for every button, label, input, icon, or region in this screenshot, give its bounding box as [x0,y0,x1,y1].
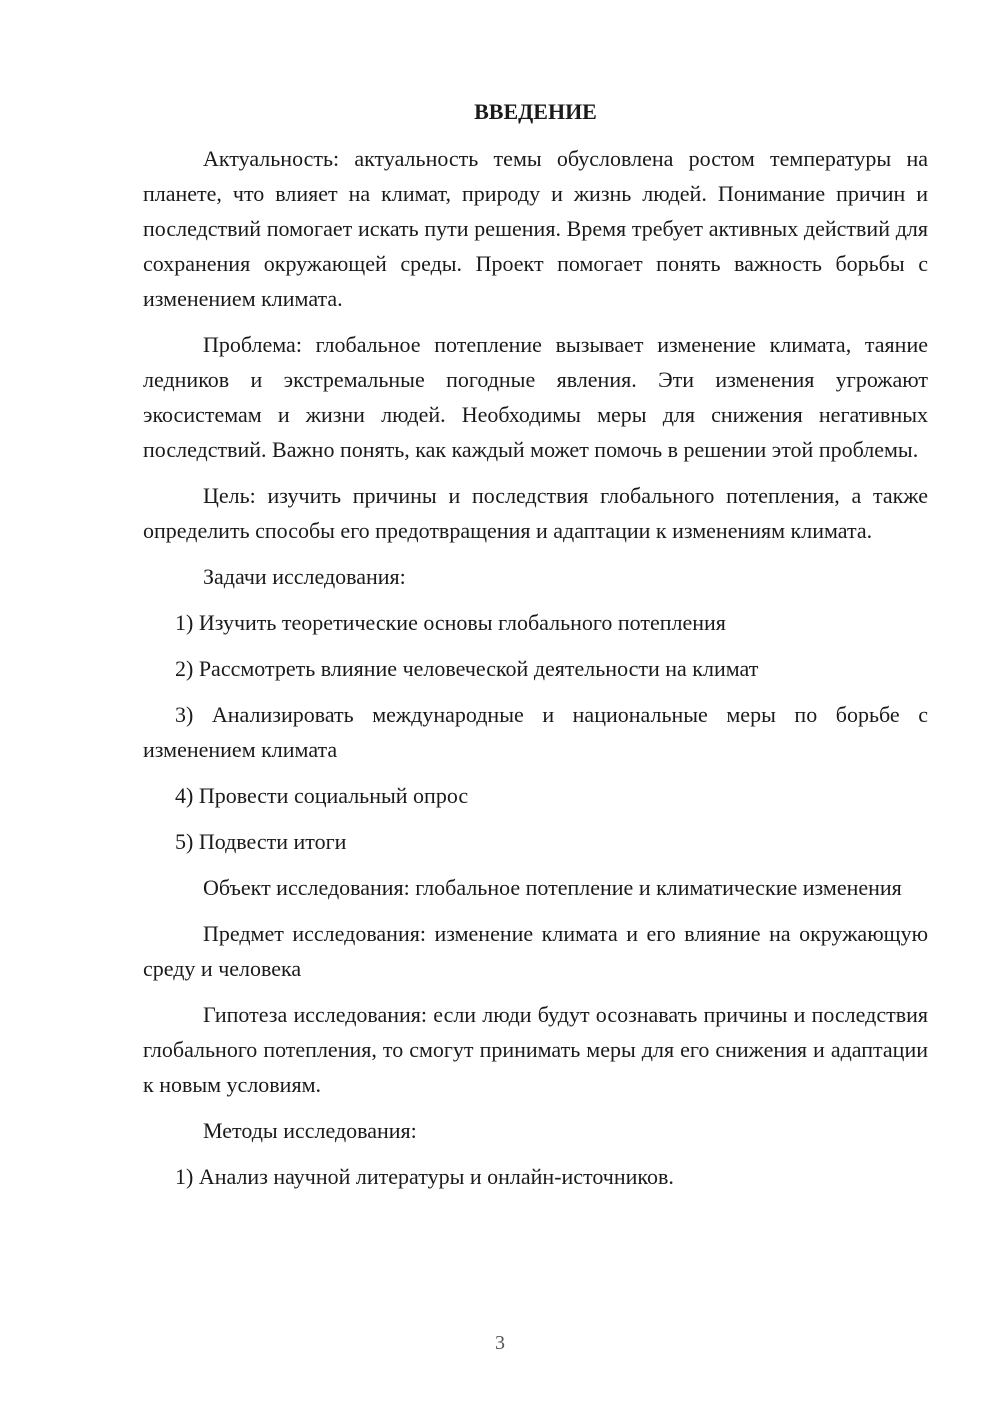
tasks-heading: Задачи исследования: [203,564,406,589]
hypothesis-paragraph: Гипотеза исследования: если люди будут осознавать причины и последствия глобального потепления, то смогут принимать меры для его снижения и адаптации к новым условиям. [143,1002,928,1097]
problem-paragraph: Проблема: глобальное потепление вызывает изменение климата, таяние ледников и экстремальные погодные явления. Эти изменения угрожают экосистемам и жизни людей. Необходимы меры для снижения негативных последствий. Важно понять, как каждый может помочь в решении этой проблемы. [143,332,928,462]
relevance-paragraph: Актуальность: актуальность темы обусловлена ростом температуры на планете, что влияет на климат, природу и жизнь людей. Понимание причин и последствий помогает искать пути решения. Время требует активных действий для сохранения окружающей среды. Проект помогает понять важность борьбы с изменением климата. [143,146,928,311]
method-item: 1) Анализ научной литературы и онлайн-источников. [175,1164,674,1189]
task-item: 4) Провести социальный опрос [175,783,469,808]
subject-paragraph: Предмет исследования: изменение климата и его влияние на окружающую среду и человека [143,921,928,981]
task-item: 5) Подвести итоги [175,829,347,854]
task-item: 1) Изучить теоретические основы глобального потепления [175,610,726,635]
methods-heading: Методы исследования: [203,1118,417,1143]
task-item: 2) Рассмотреть влияние человеческой деятельности на климат [175,656,759,681]
task-item: 3) Анализировать международные и национальные меры по борьбе с изменением климата [143,702,928,762]
page-number: 3 [495,1332,505,1354]
object-paragraph: Объект исследования: глобальное потепление и климатические изменения [203,875,902,900]
document-title: ВВЕДЕНИЕ [474,99,597,124]
goal-paragraph: Цель: изучить причины и последствия глобального потепления, а также определить способы его предотвращения и адаптации к изменениям климата. [143,483,928,543]
document-page [143,94,928,1205]
